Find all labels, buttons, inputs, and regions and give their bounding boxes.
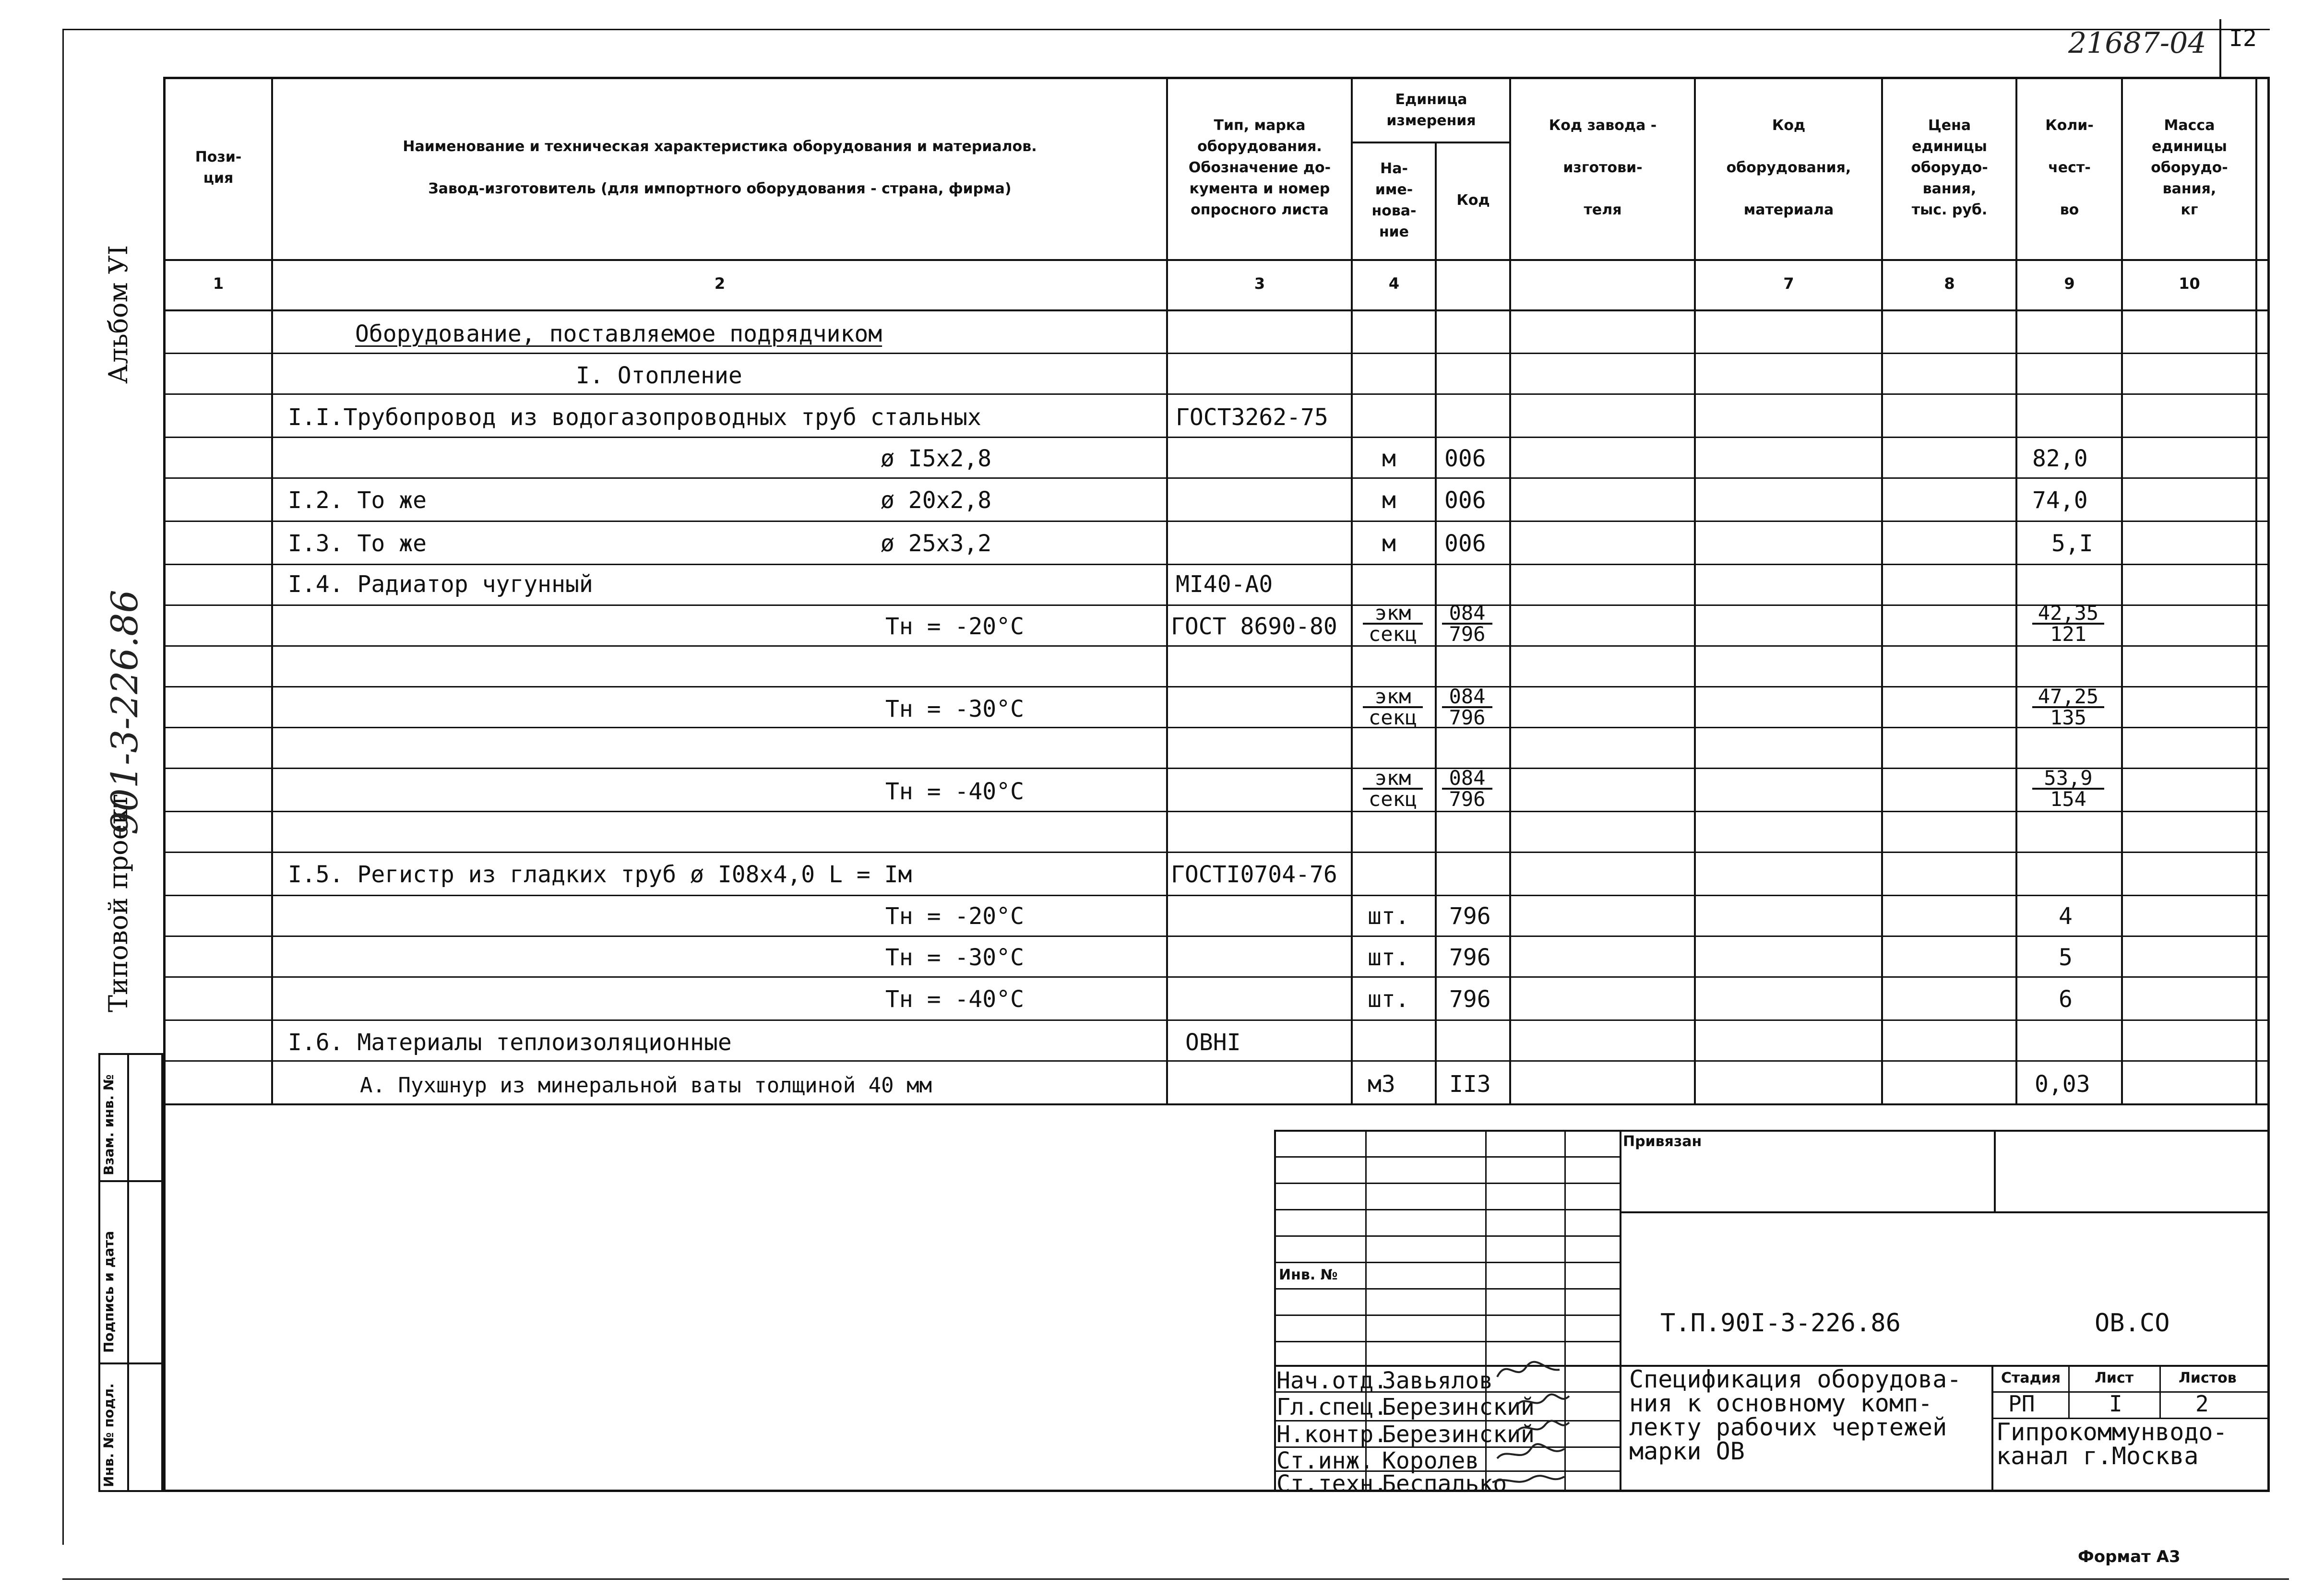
item-1-3-dimension: ø 25х3,2 — [881, 530, 992, 557]
row-line — [163, 895, 2270, 896]
signer-name-5: Беспалько — [1382, 1470, 1507, 1497]
signature-mark — [1516, 1421, 1569, 1432]
tb-right-row-1 — [1620, 1211, 2270, 1213]
item-1-1-qty: 82,0 — [2032, 445, 2088, 472]
project-label: Типовой проект — [103, 794, 133, 1012]
register-20-qty: 4 — [2059, 903, 2073, 930]
signer-name-2: Березинский — [1382, 1394, 1535, 1421]
col-number-9: 9 — [2064, 274, 2075, 293]
margin-stamp-sep-2 — [98, 1362, 163, 1364]
col-line-8 — [2015, 77, 2017, 1103]
item-1-1-name: I.I.Трубопровод из водогазопроводных труб стальных — [288, 404, 981, 431]
stage-label: Стадия — [2001, 1370, 2061, 1386]
col-number-8: 8 — [1944, 274, 1955, 293]
col-line-10 — [2255, 77, 2257, 1103]
radiator-temp-20: Тн = -20°С — [885, 613, 1024, 640]
radiator-temp-30: Тн = -30°С — [885, 696, 1024, 722]
code-top: 084 — [1442, 604, 1492, 625]
row-line — [163, 976, 2270, 978]
tb-col-d — [1620, 1130, 1621, 1492]
row-line — [163, 353, 2270, 354]
qty-bottom: 135 — [2050, 706, 2086, 729]
signature-mark — [1497, 1362, 1560, 1377]
register-30-unit: шт. — [1368, 944, 1409, 971]
qty-top: 47,25 — [2032, 687, 2104, 708]
margin-stamp-sep-1 — [98, 1180, 163, 1182]
tb-row — [1274, 1315, 1620, 1316]
item-1-1-code: 006 — [1444, 445, 1486, 472]
signer-name-1: Завьялов — [1382, 1367, 1493, 1394]
item-1-5-name: I.5. Регистр из гладких труб ø I08х4,0 L = Iм — [288, 861, 912, 888]
col-number-2: 2 — [714, 274, 726, 293]
tb-row — [1274, 1183, 1620, 1184]
item-1-5-doc: ГОСТI0704-76 — [1171, 861, 1337, 888]
signature-mark — [1497, 1444, 1564, 1458]
header-unit-name: На- име- нова- ние — [1371, 160, 1417, 240]
item-1-2-unit: м — [1382, 487, 1396, 514]
sheet-number: I2 — [2229, 25, 2257, 52]
row-line — [163, 1019, 2270, 1021]
tb-row — [1274, 1288, 1620, 1290]
header-unit-group: Единица измерения — [1386, 91, 1476, 129]
register-20-code: 796 — [1449, 903, 1491, 930]
register-30-code: 796 — [1449, 944, 1491, 971]
tb-row — [1274, 1235, 1620, 1237]
radiator-temp-40: Тн = -40°С — [885, 778, 1024, 805]
col-number-7: 7 — [1783, 274, 1794, 293]
row-line — [163, 686, 2270, 687]
code-bottom: 796 — [1449, 706, 1486, 729]
radiator-30-code — [1442, 687, 1492, 727]
margin-signature-date: Подпись и дата — [101, 1231, 117, 1353]
sheet-bottom-line — [62, 1578, 2289, 1580]
bound-label: Привязан — [1623, 1133, 1702, 1150]
table-bottom-line — [163, 1103, 2270, 1105]
col-number-1: 1 — [213, 274, 224, 293]
item-a-qty: 0,03 — [2035, 1071, 2090, 1098]
col-number-3: 3 — [1254, 274, 1265, 293]
row-line — [163, 1060, 2270, 1062]
radiator-20-unit — [1363, 601, 1423, 646]
header-position: Пози- ция — [195, 149, 242, 187]
register-temp-20: Тн = -20°С — [885, 903, 1024, 930]
item-1-1-dimension: ø I5х2,8 — [881, 445, 992, 472]
item-1-3-code: 006 — [1444, 530, 1486, 557]
col-line-6 — [1694, 77, 1696, 1103]
item-a-name: А. Пухшнур из минеральной ваты толщиной 40 мм — [360, 1073, 932, 1098]
item-1-2-position: I.2. То же — [288, 487, 427, 514]
signer-role-1: Нач.отд. — [1276, 1367, 1388, 1394]
sheet-number-box-left — [2219, 19, 2221, 77]
col-line-9 — [2121, 77, 2123, 1103]
radiator-20-code — [1442, 601, 1492, 646]
section-heating: I. Отопление — [576, 362, 742, 389]
register-40-qty: 6 — [2059, 986, 2073, 1013]
unit-bottom: секц — [1368, 787, 1418, 811]
radiator-doc: ГОСТ 8690-80 — [1171, 613, 1337, 640]
organization: Гипрокоммунводо- канал г.Москва — [1996, 1418, 2228, 1470]
signer-role-3: Н.контр. — [1276, 1421, 1388, 1448]
register-30-qty: 5 — [2059, 944, 2073, 971]
radiator-40-qty — [2032, 766, 2104, 811]
col-number-4: 4 — [1388, 274, 1400, 293]
header-mass: Масса единицы оборудо- вания, кг — [2151, 117, 2228, 218]
item-1-3-position: I.3. То же — [288, 530, 427, 557]
col-line-5 — [1509, 77, 1511, 1103]
code-bottom: 796 — [1449, 622, 1486, 646]
radiator-30-unit — [1363, 687, 1423, 727]
item-1-6-doc: ОВНI — [1185, 1029, 1241, 1056]
handwritten-doc-number: 21687-04 — [2068, 26, 2206, 60]
tb-row — [1274, 1156, 1620, 1158]
col-line-4 — [1435, 142, 1437, 1103]
code-top: 084 — [1442, 769, 1492, 790]
signatures-svg — [1488, 1353, 1617, 1492]
tb-row — [1274, 1262, 1620, 1263]
tb-row — [1274, 1209, 1620, 1210]
sheet-label: Лист — [2095, 1370, 2134, 1386]
header-name: Наименование и техническая характеристика оборудования и материалов. Завод-изготовитель (для импортного оборудования - страна, фирма) — [403, 138, 1037, 197]
section-title-contractor: Оборудование, поставляемое подрядчиком — [355, 320, 882, 347]
qty-top: 53,9 — [2032, 769, 2104, 790]
unit-bottom: секц — [1368, 706, 1418, 729]
inv-number-label: Инв. № — [1279, 1267, 1338, 1283]
col-line-3 — [1351, 77, 1353, 1103]
document-mark: ОВ.СО — [2095, 1309, 2170, 1338]
register-40-code: 796 — [1449, 986, 1491, 1013]
signer-name-4: Королев — [1382, 1447, 1479, 1474]
format-label: Формат А3 — [2078, 1547, 2181, 1566]
signer-role-4: Ст.инж. — [1276, 1447, 1374, 1474]
code-bottom: 796 — [1449, 787, 1486, 811]
unit-header-split — [1351, 142, 1509, 143]
header-bottom-line — [163, 259, 2270, 261]
qty-top: 42,35 — [2032, 604, 2104, 625]
unit-top: экм — [1363, 687, 1423, 708]
row-line — [163, 768, 2270, 769]
signer-role-5: Ст.техн. — [1276, 1470, 1388, 1497]
item-1-2-dimension: ø 20х2,8 — [881, 487, 992, 514]
radiator-20-qty — [2032, 601, 2104, 646]
numbers-bottom-line — [163, 309, 2270, 311]
sheets-label: Листов — [2179, 1370, 2237, 1386]
item-1-3-qty: 5,I — [2051, 530, 2093, 557]
item-1-4-name: I.4. Радиатор чугунный — [288, 571, 593, 598]
row-line — [163, 437, 2270, 438]
header-manufacturer-code: Код завода - изготови- теля — [1549, 117, 1657, 218]
unit-bottom: секц — [1368, 622, 1418, 646]
item-1-6-name: I.6. Материалы теплоизоляционные — [288, 1029, 732, 1056]
qty-bottom: 121 — [2050, 622, 2086, 646]
document-title: Спецификация оборудова- ния к основному комп- лекту рабочих чертежей марки ОВ — [1629, 1365, 1962, 1465]
radiator-30-qty — [2032, 687, 2104, 727]
radiator-40-code — [1442, 766, 1492, 811]
tb-row — [1274, 1341, 1620, 1342]
header-type: Тип, марка оборудования. Обозначение до- кумента и номер опросного листа — [1188, 117, 1331, 218]
row-line — [163, 477, 2270, 479]
tb-bound-split — [1994, 1130, 1996, 1211]
document-code: Т.П.90I-3-226.86 — [1660, 1309, 1901, 1338]
project-number-handwritten: 901-3-226.86 — [103, 590, 146, 835]
row-line — [163, 645, 2270, 647]
col-line-1 — [271, 77, 273, 1103]
radiator-40-unit — [1363, 766, 1423, 811]
item-a-unit: м3 — [1368, 1071, 1395, 1098]
tb-stage-col-1 — [2068, 1365, 2070, 1418]
register-temp-30: Тн = -30°С — [885, 944, 1024, 971]
item-1-1-doc: ГОСТ3262-75 — [1176, 404, 1328, 431]
register-temp-40: Тн = -40°С — [885, 986, 1024, 1013]
sheets-value: 2 — [2195, 1391, 2209, 1417]
tb-title-split — [1991, 1365, 1993, 1492]
header-unit-code: Код — [1456, 191, 1490, 209]
qty-bottom: 154 — [2050, 787, 2086, 811]
row-line — [163, 604, 2270, 606]
item-1-3-unit: м — [1382, 530, 1396, 557]
row-line — [163, 393, 2270, 395]
tb-stage-col-2 — [2159, 1365, 2161, 1418]
stage-value: РП — [2008, 1391, 2035, 1417]
header-equipment-code: Код оборудования, материала — [1726, 117, 1851, 218]
sheet-top-line — [62, 29, 2270, 30]
item-1-2-qty: 74,0 — [2032, 487, 2088, 514]
item-1-1-unit: м — [1382, 445, 1396, 472]
signature-mark — [1516, 1394, 1569, 1406]
row-line — [163, 852, 2270, 853]
row-line — [163, 564, 2270, 565]
row-line — [163, 727, 2270, 728]
item-a-code: II3 — [1449, 1071, 1491, 1098]
code-top: 084 — [1442, 687, 1492, 708]
item-1-4-doc: MI40-A0 — [1176, 571, 1273, 598]
unit-top: экм — [1363, 769, 1423, 790]
item-1-2-code: 006 — [1444, 487, 1486, 514]
margin-replacement-inv: Взам. инв. № — [101, 1074, 117, 1175]
header-quantity: Коли- чест- во — [2045, 117, 2094, 218]
header-price: Цена единицы оборудо- вания, тыс. руб. — [1911, 117, 1988, 218]
col-line-2 — [1166, 77, 1168, 1103]
row-line — [163, 936, 2270, 937]
signature-mark — [1492, 1476, 1564, 1482]
row-line — [163, 811, 2270, 812]
sheet-left-line — [62, 29, 64, 1545]
register-20-unit: шт. — [1368, 903, 1409, 930]
sheet-value: I — [2109, 1391, 2122, 1417]
margin-inv-original: Инв. № подл. — [101, 1383, 117, 1487]
signer-name-3: Березинский — [1382, 1421, 1535, 1448]
signer-role-2: Гл.спец. — [1276, 1394, 1388, 1421]
row-line — [163, 521, 2270, 522]
col-line-7 — [1881, 77, 1883, 1103]
unit-top: экм — [1363, 604, 1423, 625]
album-label: Альбом УI — [103, 245, 133, 384]
margin-stamp-divider — [127, 1053, 129, 1492]
col-number-10: 10 — [2179, 274, 2200, 293]
register-40-unit: шт. — [1368, 986, 1409, 1013]
